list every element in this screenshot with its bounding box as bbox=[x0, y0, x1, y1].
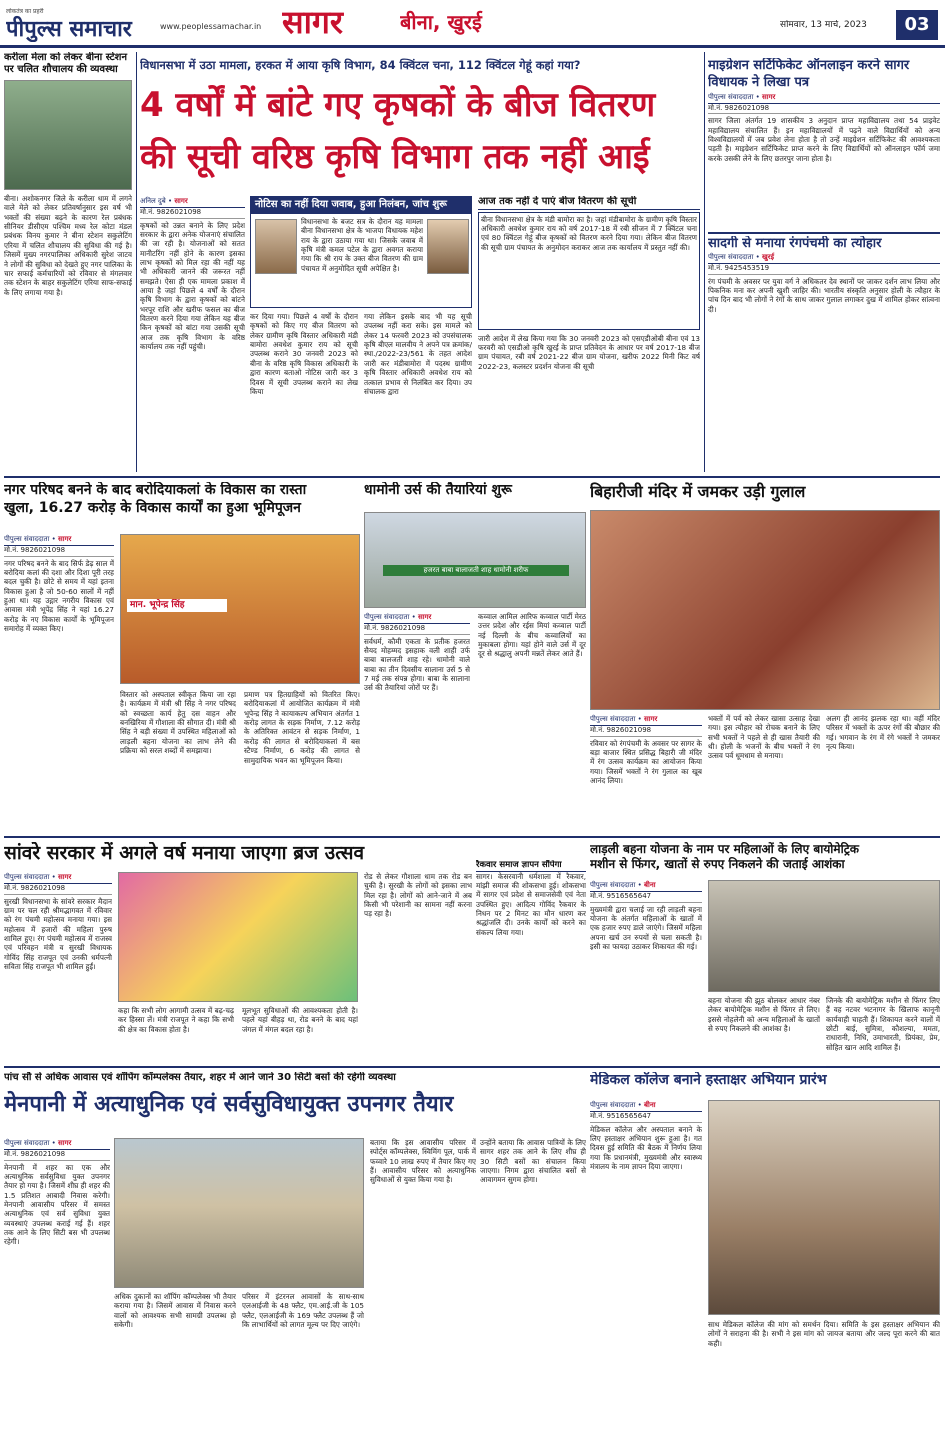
rangpanchami-headline: सादगी से मनाया रंगपंचमी का त्योहार bbox=[708, 236, 882, 251]
main-col-1 bbox=[140, 196, 245, 472]
karila-headline: करीला मेला को लेकर बीना स्टेशन पर चलित शौचालय की व्यवस्था bbox=[4, 52, 128, 75]
bihari-col3-text: अलग ही आनंद झलक रहा था। वहीं मंदिर परिसर में भक्तों के ऊपर रंगों की बौछार की गई। भगवान के रंग में रंगे भक्तों ने जमकर नृत्य किया। bbox=[826, 714, 940, 752]
minister-photo bbox=[427, 219, 469, 274]
urs-col2-text: कव्वाल आमिल आरिफ कव्वाल पार्टी मेरठ उत्तर प्रदेश और रईस मियां कव्वाल पार्टी नई दिल्ली के बीच कव्वालियों का मुकाबला होगा। यहां होने वाले उर्स में दूर दूर से श्रद्धालु अपनी मन्नतें लेकर आते हैं। bbox=[478, 612, 586, 659]
braj-col2-text: कहा कि सभी लोग आगामी उत्सव में बढ़-चढ़ कर हिस्सा लें। मंत्री राजपूत ने कहा कि सभी की क्षेत्र का विकास होता है। bbox=[118, 1006, 234, 1034]
bihari-headline: बिहारीजी मंदिर में जमकर उड़ी गुलाल bbox=[590, 482, 806, 501]
menpani-col5-text: उन्होंने बताया कि आवास पात्रियों के लिए सागर शहर तक आने के लिए शीघ्र ही 30 सिटी बसों का संचालन किया जाएगा। निगम द्वारा संचालित बसों से आवागमन सुगम होगा। bbox=[480, 1138, 586, 1185]
menpani-col4-text: बताया कि इस आवासीय परिसर में स्पोर्ट्स कॉम्पलेक्स, स्विमिंग पूल, पार्क में फव्वारे 10 लाख रुपए में तैयार किए गए हैं। आवासीय परिसर को अत्याधुनिक सुविधाओं से युक्त किया गया है। bbox=[370, 1138, 476, 1185]
menpani-col1-text: मेनपानी में शहर का एक और अत्याधुनिक सर्वसुविधा युक्त उपनगर तैयार हो गया है। जिसमें शीघ्र ही शहर की 1.5 प्रतिशत आबादी निवास करेगी। मेनपानी आवासीय परिसर में समस्त अत्याधुनिक एवं सर्व सुविधा युक्त व्यवस्थाएं उपलब्ध कराई गई हैं। शहर तक आने के लिए सिटी बस भी उपलब्ध रहेगी। bbox=[4, 1162, 110, 1247]
migration-headline: माइग्रेशन सर्टिफिकेट ऑनलाइन करने सागर विधायक ने लिखा पत्र bbox=[708, 58, 910, 90]
township-aerial-photo bbox=[114, 1138, 364, 1288]
main-mobile: मो.नं. 9826021098 bbox=[140, 208, 245, 219]
bihari-byline-city: सागर bbox=[644, 715, 658, 723]
migration-byline: पीपुल्स संवाददाता • सागर bbox=[708, 92, 940, 104]
rangpanchami-mobile: मो.नं. 9425453519 bbox=[708, 264, 940, 275]
menpani-kicker: पांच सौ से अधिक आवास एवं शॉपिंग कॉम्पलेक्स तैयार, शहर में आने जाने 30 सिटी बसों की रहेगी व्यवस्था bbox=[4, 1072, 396, 1083]
menpani-byline: पीपुल्स संवाददाता • सागर bbox=[4, 1138, 110, 1150]
bihari-col-1 bbox=[590, 714, 702, 832]
raikwar-body: सागर। केसरवानी धर्मशाला में रैकवार, मांझी समाज की शोकसभा हुई। शोकसभा में सागर एवं प्रदेश से समाजसेवी एवं नेता उपस्थित हुए। आदित्य गोविंद रैकवार के निधन पर 2 मिनट का मौन धारण कर श्रद्धांजलि दी। उनके कार्यों को करने का संकल्प लिया गया। bbox=[476, 871, 586, 937]
ladli-story bbox=[590, 842, 940, 1062]
urs-mobile: मो.नं. 9826021098 bbox=[364, 624, 470, 635]
signature-campaign-photo bbox=[708, 1100, 940, 1315]
notice-box bbox=[250, 196, 472, 308]
braj-col4-text: रोड से लेकर गौशाला धाम तक रोड बन चुकी है। सुरखी के लोगों को इसका लाभ मिल रहा है। लोगों को आने-जाने में अब किसी भी परेशानी का सामना नहीं करना पड़ रहा है। bbox=[364, 872, 472, 919]
complainants-photo bbox=[708, 880, 940, 992]
ladli-byline-name: पीपुल्स संवाददाता bbox=[590, 881, 636, 889]
urs-headline: धामोनी उर्स की तैयारियां शुरू bbox=[364, 482, 512, 498]
dargah-sign: हजरत बाबा बालाजती शाह धामोनी शरीफ bbox=[383, 565, 569, 576]
braj-story bbox=[4, 842, 472, 1062]
ladli-mobile: मो.नं. 9516565647 bbox=[590, 892, 702, 903]
toilet-photo bbox=[4, 80, 132, 190]
ladli-headline-1: लाड़ली बहना योजना के नाम पर महिलाओं के लिए बायोमेट्रिक bbox=[590, 842, 859, 856]
medical-col2-text: साथ मेडिकल कॉलेज की मांग को समर्थन दिया। समिति के इस हस्ताक्षर अभियान की लोगों ने सराहना की है। सभी ने इस मांग को जायज बताया और जल्द पूरा करने की बात कही। bbox=[708, 1320, 940, 1348]
notice-title: नोटिस का नहीं दिया जवाब, हुआ निलंबन, जांच शुरू bbox=[251, 197, 471, 214]
braj-headline: सांवरे सरकार में अगले वर्ष मनाया जाएगा ब्रज उत्सव bbox=[4, 842, 365, 864]
parishad-col1-text: नगर परिषद बनने के बाद सिर्फ डेढ़ साल में बरोदिया कलां की दशा और दिशा पूरी तरह बदल चुकी है। छोटे से समय में यहां इतना विकास हुआ है जो 50-60 सालों में नहीं हुआ था। यह उद्गार नगरीय विकास एवं आवास मंत्री भूपेंद्र सिंह ने यहां 16.27 करोड़ के नए विकास कार्यों के भूमिपूजन समारोह में व्यक्त किए। bbox=[4, 558, 114, 634]
ladli-col-1 bbox=[590, 880, 702, 1062]
bihari-mobile: मो.नं. 9826021098 bbox=[590, 726, 702, 737]
dargah-photo bbox=[364, 512, 586, 608]
medical-col1-text: मेडिकल कॉलेज और अस्पताल बनाने के लिए हस्ताक्षर अभियान शुरू हुआ है। गत दिवस हुई समिति की बैठक में निर्णय लिया गया कि प्रधानमंत्री, मुख्यमंत्री और स्वास्थ्य मंत्रालय के नाम ज्ञापन दिया जाएगा। bbox=[590, 1124, 702, 1171]
migration-story bbox=[708, 58, 940, 230]
parishad-headline-1: नगर परिषद बनने के बाद बरोदियाकलां के विकास का रास्ता bbox=[4, 482, 307, 498]
section-divider bbox=[4, 476, 940, 478]
braj-byline-name: पीपुल्स संवाददाता bbox=[4, 873, 50, 881]
bihari-byline: पीपुल्स संवाददाता • सागर bbox=[590, 714, 702, 726]
menpani-headline: मेनपानी में अत्याधुनिक एवं सर्वसुविधायुक्त उपनगर तैयार bbox=[4, 1091, 454, 1117]
parishad-byline-name: पीपुल्स संवाददाता bbox=[4, 535, 50, 543]
medical-byline: पीपुल्स संवाददाता • बीना bbox=[590, 1100, 702, 1112]
parishad-byline-city: सागर bbox=[58, 535, 72, 543]
rangpanchami-story bbox=[708, 236, 940, 472]
rangpanchami-body: रंग पंचमी के अवसर पर युवा वर्ग ने अधिकतर देव स्थानों पर जाकर दर्शन लाभ लिया और पिकनिक मना कर अपनी खुशी जाहिर की। भारतीय संस्कृति अनुसार होली के त्यौहार के पांच दिन बाद भी लोगों ने रंगों के साथ जाकर गुलाल लगाकर दुख में शामिल होकर सांत्वना दी। bbox=[708, 276, 940, 314]
ladli-col1-text: मुख्यमंत्री द्वारा चलाई जा रही लाड़ली बहना योजना के अंतर्गत महिलाओं के खातों में एक हजार रुपए डाले जाएंगे। जिसमें महिला अपना खर्च उन रुपयों से चला सकती है। इसी का फायदा उठाकर शिकायत की गई। bbox=[590, 904, 702, 951]
website-link[interactable]: www.peoplessamachar.in bbox=[160, 22, 262, 31]
urs-col-1 bbox=[364, 612, 470, 832]
urs-byline: पीपुल्स संवाददाता • सागर bbox=[364, 612, 470, 624]
parishad-col-1 bbox=[4, 534, 114, 832]
photo-banner: मान. भूपेन्द्र सिंह bbox=[127, 599, 227, 612]
bihari-col2-text: भक्तों में पर्व को लेकर खासा उत्साह देखा गया। इस त्यौहार को रोचक बनाने के लिए सभी भक्तों ने पहले से ही खास तैयारी की थी। होली के भजनों के बीच भक्तों ने रंग उत्सव पर्व धूमधाम से मनाया। bbox=[708, 714, 820, 761]
ladli-byline: पीपुल्स संवाददाता • बीना bbox=[590, 880, 702, 892]
braj-mobile: मो.नं. 9826021098 bbox=[4, 884, 112, 895]
sub-city-title: बीना, खुरई bbox=[400, 10, 482, 34]
medical-col-1 bbox=[590, 1100, 702, 1442]
city-title: सागर bbox=[282, 3, 344, 41]
braj-byline: पीपुल्स संवाददाता • सागर bbox=[4, 872, 112, 884]
main-col1-text: कृषकों को उन्नत बनाने के लिए प्रदेश सरकार के द्वारा अनेक योजनाएं संचालित की जा रही है। योजनाओं को सतत मानीटरिंग नहीं होने के कारण इसका लाभ कृषकों को मिल रहा की नहीं यह भी अधिकारी जानने की जरूरत नहीं समझते। ऐसा ही एक मामला प्रकाश में आया है जहां पिछले 4 वर्षों के दौरान कृषि विभाग के द्वारा कृषकों को बांटने भरपूर राशि और खरीफ फसल का बीज वितरण करने दिया गया लेकिन यह बीज किन कृषकों को बांटा गया उसकी सूची आज तक कृषि विभाग के वरिष्ठ कार्यालय तक नहीं पहुंची। bbox=[140, 220, 245, 352]
main-byline-city: सागर bbox=[174, 197, 188, 205]
parishad-story bbox=[4, 482, 360, 832]
ladli-headline-2: मशीन से फिंगर, खातों से रुपए निकलने की जताई आशंका bbox=[590, 857, 845, 871]
menpani-story bbox=[4, 1072, 586, 1442]
logo-tagline: लोकतंत्र का प्रहरी bbox=[6, 8, 44, 15]
raikwar-story bbox=[476, 860, 586, 1062]
migration-byline-name: पीपुल्स संवाददाता bbox=[708, 92, 754, 101]
main-headline-1: 4 वर्षों में बांटे गए कृषकों के बीज वितरण bbox=[140, 85, 656, 125]
rangpanchami-byline-name: पीपुल्स संवाददाता bbox=[708, 253, 754, 262]
menpani-byline-city: सागर bbox=[58, 1139, 72, 1147]
urs-story bbox=[364, 482, 586, 832]
menpani-col-1 bbox=[4, 1138, 110, 1442]
braj-holi-photo bbox=[118, 872, 358, 1002]
migration-byline-city: सागर bbox=[762, 92, 776, 101]
braj-col3-text: मूलभूत सुविधाओं की आवश्यकता होती है। पहले यहां बीहड़ था, रोड बनने के बाद यहां जंगल में मंगल बदल रहा है। bbox=[242, 1006, 358, 1034]
menpani-col2-text: अधिक दुकानों का शॉपिंग कॉम्पलेक्स भी तैयार कराया गया है। जिसमें आवास में निवास करने वालों को आवश्यक सभी सामग्री उपलब्ध हो सकेगी। bbox=[114, 1292, 236, 1330]
medical-story bbox=[590, 1072, 940, 1442]
main-col3-text: गया लेकिन इसके बाद भी यह सूची उपलब्ध नहीं करा सके। इस मामले को लेकर 14 फरवरी 2023 को उपसंचालक कृषि बीएल मालवीय ने अपने पत्र क्रमांक/स्था./2022-23/561 के तहत आदेश जारी कर मंडीबामोरा में पदस्थ ग्रामीण कृषि विस्तार अधिकारी अवधेश राय को तत्काल प्रभाव से निलंबित कर दिया। उप संचालक द्वारा bbox=[364, 312, 472, 396]
main-col-4 bbox=[478, 196, 700, 472]
date-line: सोमवार, 13 मार्च, 2023 bbox=[780, 20, 867, 30]
rangpanchami-byline: पीपुल्स संवाददाता • खुरई bbox=[708, 252, 940, 264]
parishad-col3-text: प्रमाण पत्र हितग्राहियों को वितरित किए। बरोदियाकलां में आयोजित कार्यक्रम में मंत्री भूपेन्द्र सिंह ने कायाकल्प अभियान अंतर्गत 1 करोड़ लागत के सड़क निर्माण, 7.12 करोड़ के अतिरिक्त आवंटन से सड़क निर्माण, 1 करोड़ की लागत से बरोदियाकलां में बस स्टैण्ड निर्माण, 6 करोड़ की लागत से सामुदायिक भवन का भूमिपूजन किया। bbox=[244, 690, 360, 765]
parishad-byline: पीपुल्स संवाददाता • सागर bbox=[4, 534, 114, 546]
braj-byline-city: सागर bbox=[58, 873, 72, 881]
parishad-mobile: मो.नं. 9826021098 bbox=[4, 546, 114, 557]
main-byline: अनिल दुबे • सागर bbox=[140, 196, 245, 208]
medical-byline-city: बीना bbox=[644, 1101, 656, 1109]
menpani-col3-text: परिसर में इंटरनल आवासों के साथ-साथ एलआईजी के 48 फ्लैट, एम.आई.जी के 105 फ्लैट, एलआईजी के 169 फ्लैट उपलब्ध हैं जो कि लाभार्थियों को लागत मूल्य पर दिए जाएंगे। bbox=[242, 1292, 364, 1330]
temple-holi-photo bbox=[590, 510, 940, 710]
masthead bbox=[0, 0, 945, 48]
notice-body: विधानसभा के बजट सत्र के दौरान यह मामला बीना विधानसभा क्षेत्र के भाजपा विधायक महेश राय के द्वारा उठाया गया था। जिसके जवाब में कृषि मंत्री कमल पटेल के द्वारा अवगत कराया गया कि श्री राय के उक्त बीज वितरण की ग्राम पंचायत में अनुमोदित सूची अपेक्षित है। bbox=[301, 217, 423, 273]
main-col2-text: कर दिया गया। पिछले 4 वर्षों के दौरान कृषकों को किए गए बीज वितरण को लेकर ग्रामीण कृषि विस्तार अधिकारी मंडी बामोरा अवधेश कुमार राय को सूची उपलब्ध कराने 30 जनवरी 2023 को बीना के वरिष्ठ कृषि विकास अधिकारी के द्वारा कारण बताओ नोटिस जारी कर 3 दिवस में सूची उपलब्ध कराने का लेख किया bbox=[250, 312, 358, 396]
braj-col-1 bbox=[4, 872, 112, 1062]
parishad-headline-2: खुला, 16.27 करोड़ के विकास कार्यों का हुआ भूमिपूजन bbox=[4, 499, 301, 516]
medical-headline: मेडिकल कॉलेज बनाने हस्ताक्षर अभियान प्रारंभ bbox=[590, 1072, 827, 1088]
bihari-byline-name: पीपुल्स संवाददाता bbox=[590, 715, 636, 723]
migration-mobile: मो.नं. 9826021098 bbox=[708, 104, 940, 115]
col4-body: जारी आदेश में लेख किया गया कि 30 जनवरी 2023 को एसएडीओबी बीना एवं 13 फरवरी को एसडीओ कृषि खुरई के प्राप्त प्रतिवेदन के आधार पर वर्ष 2017-18 बीज ग्राम पंचायत, रबी वर्ष 2021-22 बीज ग्राम योजना, खरीफ 2022 मिनी किट वर्ष 2022-23, कलस्टर प्रदर्शन योजना की सूची bbox=[478, 333, 700, 371]
col4-title: आज तक नहीं दे पाएं बीज वितरण की सूची bbox=[478, 196, 700, 210]
bhoomipujan-photo bbox=[120, 534, 360, 684]
urs-byline-name: पीपुल्स संवाददाता bbox=[364, 613, 410, 621]
col4-box: बीना विधानसभा क्षेत्र के मंडी बामोरा का है। जहां मंडीबामोरा के ग्रामीण कृषि विस्तार अधिकारी अवधेश कुमार राय को वर्ष 2017-18 में रबी सीजन में 7 क्विंटल चना एवं 80 क्विंटल गेहूं बीज कृषकों को वितरण करने दिया गया। लेकिन बीज वितरण की सूची ग्राम पंचायत के अनुमोदन कराकर आज तक कार्यालय में प्रस्तुत नहीं की। bbox=[478, 212, 700, 330]
medical-mobile: मो.नं. 9516565647 bbox=[590, 1112, 702, 1123]
menpani-mobile: मो.नं. 9826021098 bbox=[4, 1150, 110, 1161]
section-divider bbox=[4, 1066, 940, 1068]
migration-body: सागर जिला अंतर्गत 19 शासकीय 3 अनुदान प्राप्त महाविद्यालय तथा 54 प्राइवेट महाविद्यालय संचालित हैं। इन महाविद्यालयों में पढ़ने वाले विद्यार्थियों को अन्य विश्वविद्यालयों में जब प्रवेश लेना होता है तो उन्हें माइग्रेशन सर्टिफिकेट की आवश्यकता पड़ती है। माइग्रेशन सर्टिफिकेट प्राप्त करने के लिए विद्यार्थियों को ऑनलाइन फॉर्म जमा करके उसकी लेने के लिए छतरपुर जाना होता है। bbox=[708, 116, 940, 163]
ladli-byline-city: बीना bbox=[644, 881, 656, 889]
medical-byline-name: पीपुल्स संवाददाता bbox=[590, 1101, 636, 1109]
parishad-col2-text: विस्तार को अस्पताल स्वीकृत किया जा रहा है। कार्यक्रम में मंत्री श्री सिंह ने नगर परिषद को स्वच्छता कार्य हेतु दस वाहन और बनखिरिया में गौशाला की सौगात दी। मंत्री श्री सिंह ने बड़ी संख्या में उपस्थित महिलाओं को लाड़ली बहना योजना का लाभ लेने की प्रक्रिया को सरल शब्दों में समझाया। bbox=[120, 690, 236, 756]
bihari-col1-text: रविवार को रंगपंचमी के अवसर पर सागर के बड़ा बाजार स्थित प्रसिद्ध बिहारी जी मंदिर में रंग उत्सव कार्यक्रम का आयोजन किया गया। जिसमें भक्तों ने रंग गुलाल का खूब आनंद लिया। bbox=[590, 738, 702, 785]
braj-col1-text: सुरखी विधानसभा के सांवरे सरकार मैदान ग्राम पर चल रही श्रीमद्भागवत में रविवार को रंग पंचमी महोत्सव मनाया गया। इस महोत्सव में हजारों की महिला पुरुष शामिल हुए। रंग पंचमी महोत्सव में राजस्व एवं परिवहन मंत्री व सुरखी विधायक गोविंद सिंह राजपूत एवं उनकी धर्मपत्नी सविता सिंह राजपूत भी शामिल हुईं। bbox=[4, 896, 112, 972]
logo-text: पीपुल्स समाचार bbox=[6, 16, 132, 42]
karila-body: बीना। अशोकनगर जिले के करीला धाम में लगने वाले मेले को लेकर प्रतिवर्षानुसार इस वर्ष भी भक्तों की संख्या बढ़ने के कारण रेल प्रबंधक सीनियर डीसीएम पश्चिम मध्य रेल कोटा मंडल प्रबंधक विनय कुमार ने बीना स्टेशन सकुलेटिंग एरिया में चलित शौचालय की सुविधा की गई है। जिसमें मुख्य नगरपालिका अधिकारी सुरेश जाटव ने लोगों की सुविधा को देखते हुए नगर पालिका के चार सफाई कर्मचारियों को रविवार से मंगलवार तक स्टेशन के बाहर सकुलेटिंग एरिया साफ-सफाई के लिए लगाया गया है। bbox=[4, 194, 132, 297]
menpani-byline-name: पीपुल्स संवाददाता bbox=[4, 1139, 50, 1147]
ladli-col2-text: बहना योजना की झूठ बोलकर आधार नंबर लेकर बायोमेट्रिक मशीन से फिंगर ले लिए। इससे नोहलेनी को अन्य महिलाओं के खातों से रुपए निकलने की आशंका है। bbox=[708, 996, 820, 1034]
column-divider bbox=[704, 52, 705, 472]
bihari-story bbox=[590, 482, 940, 832]
rangpanchami-byline-city: खुरई bbox=[762, 253, 775, 262]
main-kicker: विधानसभा में उठा मामला, हरकत में आया कृषि विभाग, 84 क्विंटल चना, 112 क्विंटल गेहूं कहां गया? bbox=[140, 58, 581, 72]
karila-story bbox=[4, 52, 132, 472]
section-divider bbox=[4, 836, 940, 838]
main-headline-2: की सूची वरिष्ठ कृषि विभाग तक नहीं आई bbox=[140, 137, 650, 177]
urs-byline-city: सागर bbox=[418, 613, 432, 621]
urs-col1-text: सर्वधर्म, कौमी एकता के प्रतीक हजरत सैयद मोहम्मद इसहाक वली शाही उर्फ बाबा बालजती शाह रहे। धामोनी वाले बाबा का तीन दिवसीय सालाना उर्स 5 से 7 मई तक संपन्न होगा। बाबा के सालाना उर्स की तैयारियां जोरों पर हैं। bbox=[364, 636, 470, 693]
raikwar-headline: रैकवार समाज ज्ञापन सौंपेगा bbox=[476, 860, 586, 872]
section-divider bbox=[708, 232, 940, 234]
ladli-col3-text: जिनके की बायोमेट्रिक मशीन से फिंगर लिए हैं वह नटवर भटनागर के खिलाफ कानूनी कार्यवाही चाहती हैं। शिकायत करने वालों में छोटी बाई, सुमित्रा, कौशल्या, ममता, राधारानी, निधि, उमाभारती, प्रियंका, प्रेम, सोहित खान आदि शामिल हैं। bbox=[826, 996, 940, 1052]
page-number: 03 bbox=[896, 10, 938, 40]
mla-photo bbox=[255, 219, 297, 274]
main-byline-name: अनिल दुबे bbox=[140, 197, 166, 205]
column-divider bbox=[136, 52, 137, 472]
